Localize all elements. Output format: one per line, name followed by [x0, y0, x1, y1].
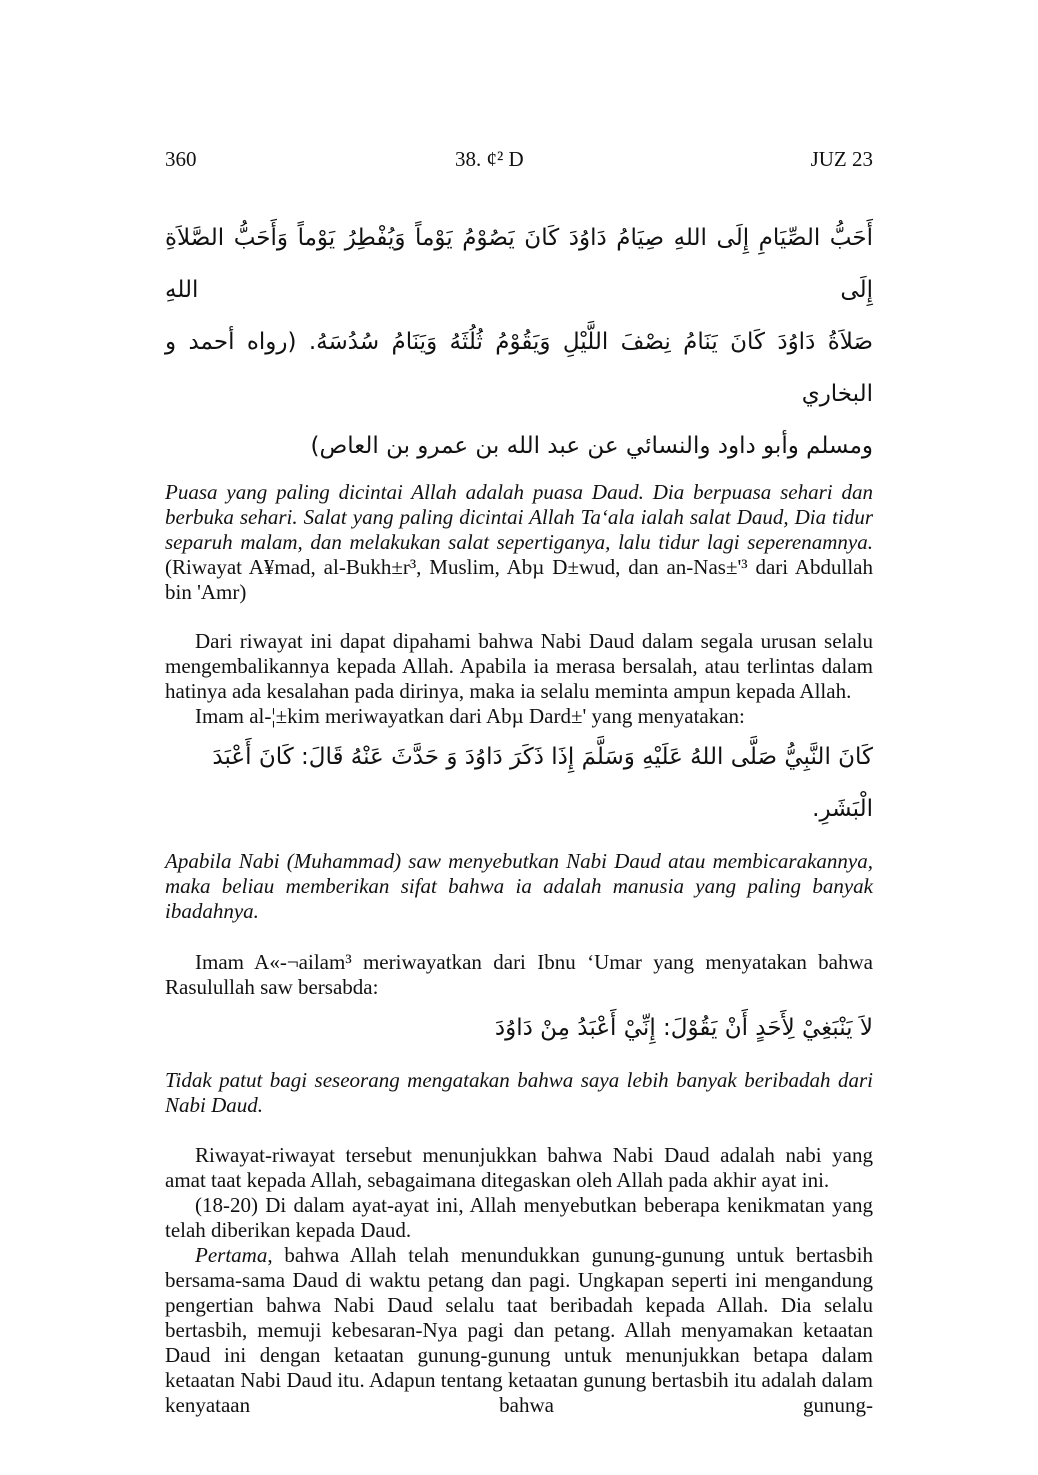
paragraph-6 — [165, 1243, 873, 1418]
translation-text: Puasa yang paling dicintai Allah adalah puasa Daud. Dia berpuasa sehari dan berbuka sehari. Salat yang paling dicintai Allah Ta‘ala ialah salat Daud, Dia tidur separuh malam, dan melakukan salat sepertiganya, lalu tidur lagi seperenamnya. — [165, 480, 873, 554]
paragraph-4: Riwayat-riwayat tersebut menunjukkan bahwa Nabi Daud adalah nabi yang amat taat kepada Allah, sebagaimana ditegaskan oleh Allah pada akhir ayat ini. — [165, 1143, 873, 1192]
surah-title: 38. ¢² D — [455, 147, 524, 171]
hadith3-translation: Tidak patut bagi seseorang mengatakan bahwa saya lebih banyak beribadah dari Nabi Daud. — [165, 1068, 873, 1117]
arabic-hadith-3: لاَ يَنْبَغِيْ لِأَحَدٍ أَنْ يَقُوْلَ: إِنِّيْ أَعْبَدُ مِنْ دَاوُدَ — [494, 1015, 873, 1041]
paragraph-5: (18-20) Di dalam ayat-ayat ini, Allah menyebutkan beberapa kenikmatan yang telah diberikan kepada Daud. — [165, 1193, 873, 1242]
document-page — [165, 146, 873, 1418]
page-number: 360 — [165, 147, 197, 171]
hadith2-translation: Apabila Nabi (Muhammad) saw menyebutkan Nabi Daud atau membicarakannya, maka beliau memberikan sifat bahwa ia adalah manusia yang paling banyak ibadahnya. — [165, 849, 873, 923]
juz-label: JUZ 23 — [810, 147, 873, 171]
arabic-hadith-line-1: أَحَبُّ الصِّيَامِ إِلَى اللهِ صِيَامُ دَاوُدَ كَانَ يَصُوْمُ يَوْماً وَيُفْطِرُ يَوْماً وَأَحَبُّ الصَّلاَةِ إِلَى اللهِ — [165, 225, 873, 303]
hadith-source: (Riwayat A¥mad, al-Bukh±r³, Muslim, Abµ D±wud, dan an-Nas±'³ dari Abdullah bin 'Amr) — [165, 555, 873, 604]
paragraph-6-text: , bahwa Allah telah menundukkan gunung-gunung untuk bertasbih bersama-sama Daud di waktu petang dan pagi. Ungkapan seperti ini mengandung pengertian bahwa Nabi Daud selalu taat beribadah kepada Allah. Dia selalu bertasbih, memuji kebesaran-Nya pagi dan petang. Allah menyamakan ketaatan Daud ini dengan ketaatan gunung-gunung untuk menunjukkan betapa dalam ketaatan Nabi Daud itu. Adapun tentang ketaatan gunung bertasbih itu adalah dalam kenyataan bahwa gunung- — [165, 1243, 873, 1417]
hadith1-translation — [165, 480, 873, 605]
arabic-hadith-2: كَانَ النَّبِيُّ صَلَّى اللهُ عَلَيْهِ وَسَلَّمَ إِذَا ذَكَرَ دَاوُدَ وَ حَدَّثَ عَنْهُ قَالَ: كَانَ أَعْبَدَ الْبَشَرِ. — [212, 744, 873, 822]
arabic-hadith-line-3: ومسلم وأبو داود والنسائي عن عبد الله بن عمرو بن العاص) — [310, 433, 873, 459]
paragraph-2: Imam al-¦±kim meriwayatkan dari Abµ Dard±' yang menyatakan: — [195, 704, 745, 728]
page-header — [165, 146, 873, 172]
paragraph-3: Imam A«-¬ailam³ meriwayatkan dari Ibnu ‘Umar yang menyatakan bahwa Rasulullah saw bersabda: — [165, 950, 873, 999]
paragraph-1: Dari riwayat ini dapat dipahami bahwa Nabi Daud dalam segala urusan selalu mengembalikannya kepada Allah. Apabila ia merasa bersalah, atau terlintas dalam hatinya ada kesalahan pada dirinya, maka ia selalu meminta ampun kepada Allah. — [165, 629, 873, 703]
paragraph-6-lead: Pertama — [195, 1243, 268, 1267]
arabic-hadith-line-2: صَلاَةُ دَاوُدَ كَانَ يَنَامُ نِصْفَ اللَّيْلِ وَيَقُوْمُ ثُلُثَهُ وَيَنَامُ سُدُسَهُ. (رواه أحمد و البخاري — [165, 329, 873, 407]
